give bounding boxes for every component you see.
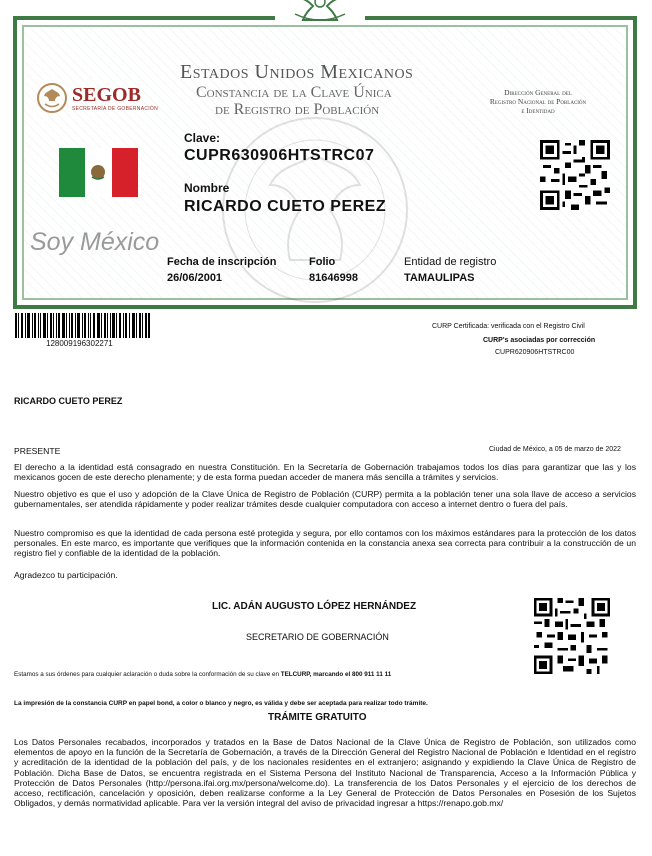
signer-title: SECRETARIO DE GOBERNACIÓN — [246, 632, 389, 642]
entidad-label: Entidad de registro — [404, 256, 497, 268]
associated-curps-label: CURP's asociadas por corrección — [483, 337, 596, 344]
mexico-flag-icon — [59, 148, 138, 197]
barcode-icon — [15, 313, 150, 338]
letter-recipient: RICARDO CUETO PEREZ — [14, 396, 123, 406]
document-title-line2: de Registro de Población — [215, 101, 380, 118]
associated-curp-value: CUPR620906HTSTRC00 — [495, 349, 575, 356]
fecha-value: 26/06/2001 — [167, 272, 223, 284]
barcode-number: 128009196302271 — [46, 339, 113, 348]
clave-value: CUPR630906HTSTRC07 — [184, 147, 375, 164]
paragraph-identity-right: El derecho a la identidad está consagrado en nuestra Constitución. En la Secretaría de Gobernación trabajamos todos los días para garantizar que las y los mexicanos gocen de este derecho plenamente; y de esta forma puedan acceder de manera más sencilla a trámites y servicios. — [14, 462, 636, 483]
privacy-notice: Los Datos Personales recabados, incorporados y tratados en la Base de Datos Nacional de la Clave Única de Registro de Población, son utilizados como elementos de apoyo en la función de la Secretaría de Gobernación, a través de la Dirección General del Registro Nacional de Población e Identidad en el registro y acreditación de la identidad de la población del país, y de los nacionales residentes en el extranjero; asignando y expidiendo la Clave Única de Registro de Población. Dicha Base de Datos, se encuentra registrada en el Sistema Persona del Instituto Nacional de Transparencia, Acceso a la Información Pública y Protección de Datos Personales (http://persona.ifai.org.mx/persona/welcome.do). La transferencia de los Datos Personales y el ejercicio de los derechos de acceso, rectificación, cancelación y oposición, deben realizarse conforme a la Ley General de Protección de Datos Personales en Posesión de los Sujetos Obligados, y demás normatividad aplicable. Para ver la versión integral del aviso de privacidad ingresar a https://renapo.gob.mx/ — [14, 737, 636, 809]
contact-line: Estamos a sus órdenes para cualquier aclaración o duda sobre la conformación de su clave en TELCURP, marcando el 800 911 11 11 — [14, 671, 392, 678]
nombre-value: RICARDO CUETO PEREZ — [184, 198, 387, 215]
directorate-label: Dirección General del Registro Nacional de Población e Identidad — [489, 88, 587, 115]
folio-value: 81646998 — [309, 272, 358, 284]
eagle-emblem-icon — [275, 0, 365, 24]
thanks-line: Agradezco tu participación. — [14, 570, 118, 580]
nombre-label: Nombre — [184, 181, 230, 195]
entidad-value: TAMAULIPAS — [404, 272, 475, 284]
fecha-label: Fecha de inscripción — [167, 256, 277, 268]
document-title-line1: Constancia de la Clave Única — [196, 84, 392, 101]
signer-name: LIC. ADÁN AUGUSTO LÓPEZ HERNÁNDEZ — [212, 601, 417, 612]
clave-label: Clave: — [184, 131, 221, 145]
qr-code-icon — [540, 140, 610, 210]
letter-date: Ciudad de México, a 05 de marzo de 2022 — [489, 446, 621, 453]
tramite-gratuito-label: TRÁMITE GRATUITO — [268, 712, 367, 723]
segob-logo-text: SEGOB — [72, 84, 141, 106]
country-title: Estados Unidos Mexicanos — [180, 61, 414, 83]
flag-eagle-icon — [88, 162, 108, 182]
segob-seal-icon — [36, 82, 68, 114]
paragraph-commitment: Nuestro compromiso es que la identidad de cada persona esté protegida y segura, por ello contamos con los máximos estándares para la protección de los datos personales. En este marco, es importante que verifiques que la información contenida en la constancia anexa sea correcta para contribuir a la construcción de un registro fiel y confiable de la identidad de la población. — [14, 528, 636, 559]
segob-logo-subtitle: SECRETARÍA DE GOBERNACIÓN — [72, 106, 159, 112]
folio-label: Folio — [309, 256, 336, 268]
certified-note: CURP Certificada: verificada con el Registro Civil — [432, 323, 585, 330]
print-validity-notice: La impresión de la constancia CURP en papel bond, a color o blanco y negro, es válida y debe ser aceptada para realizar todo trámite. — [14, 700, 428, 707]
paragraph-objective: Nuestro objetivo es que el uso y adopción de la Clave Única de Registro de Población (CURP) permita a la población tener una sola llave de acceso a servicios gubernamentales, ser atendida rápidamente y poder realizar trámites desde cualquier computadora con acceso a internet dentro o fuera del país. — [14, 489, 636, 510]
soy-mexico-slogan: Soy México — [30, 228, 160, 256]
qr-code-icon — [534, 598, 610, 674]
presente-label: PRESENTE — [14, 446, 61, 456]
